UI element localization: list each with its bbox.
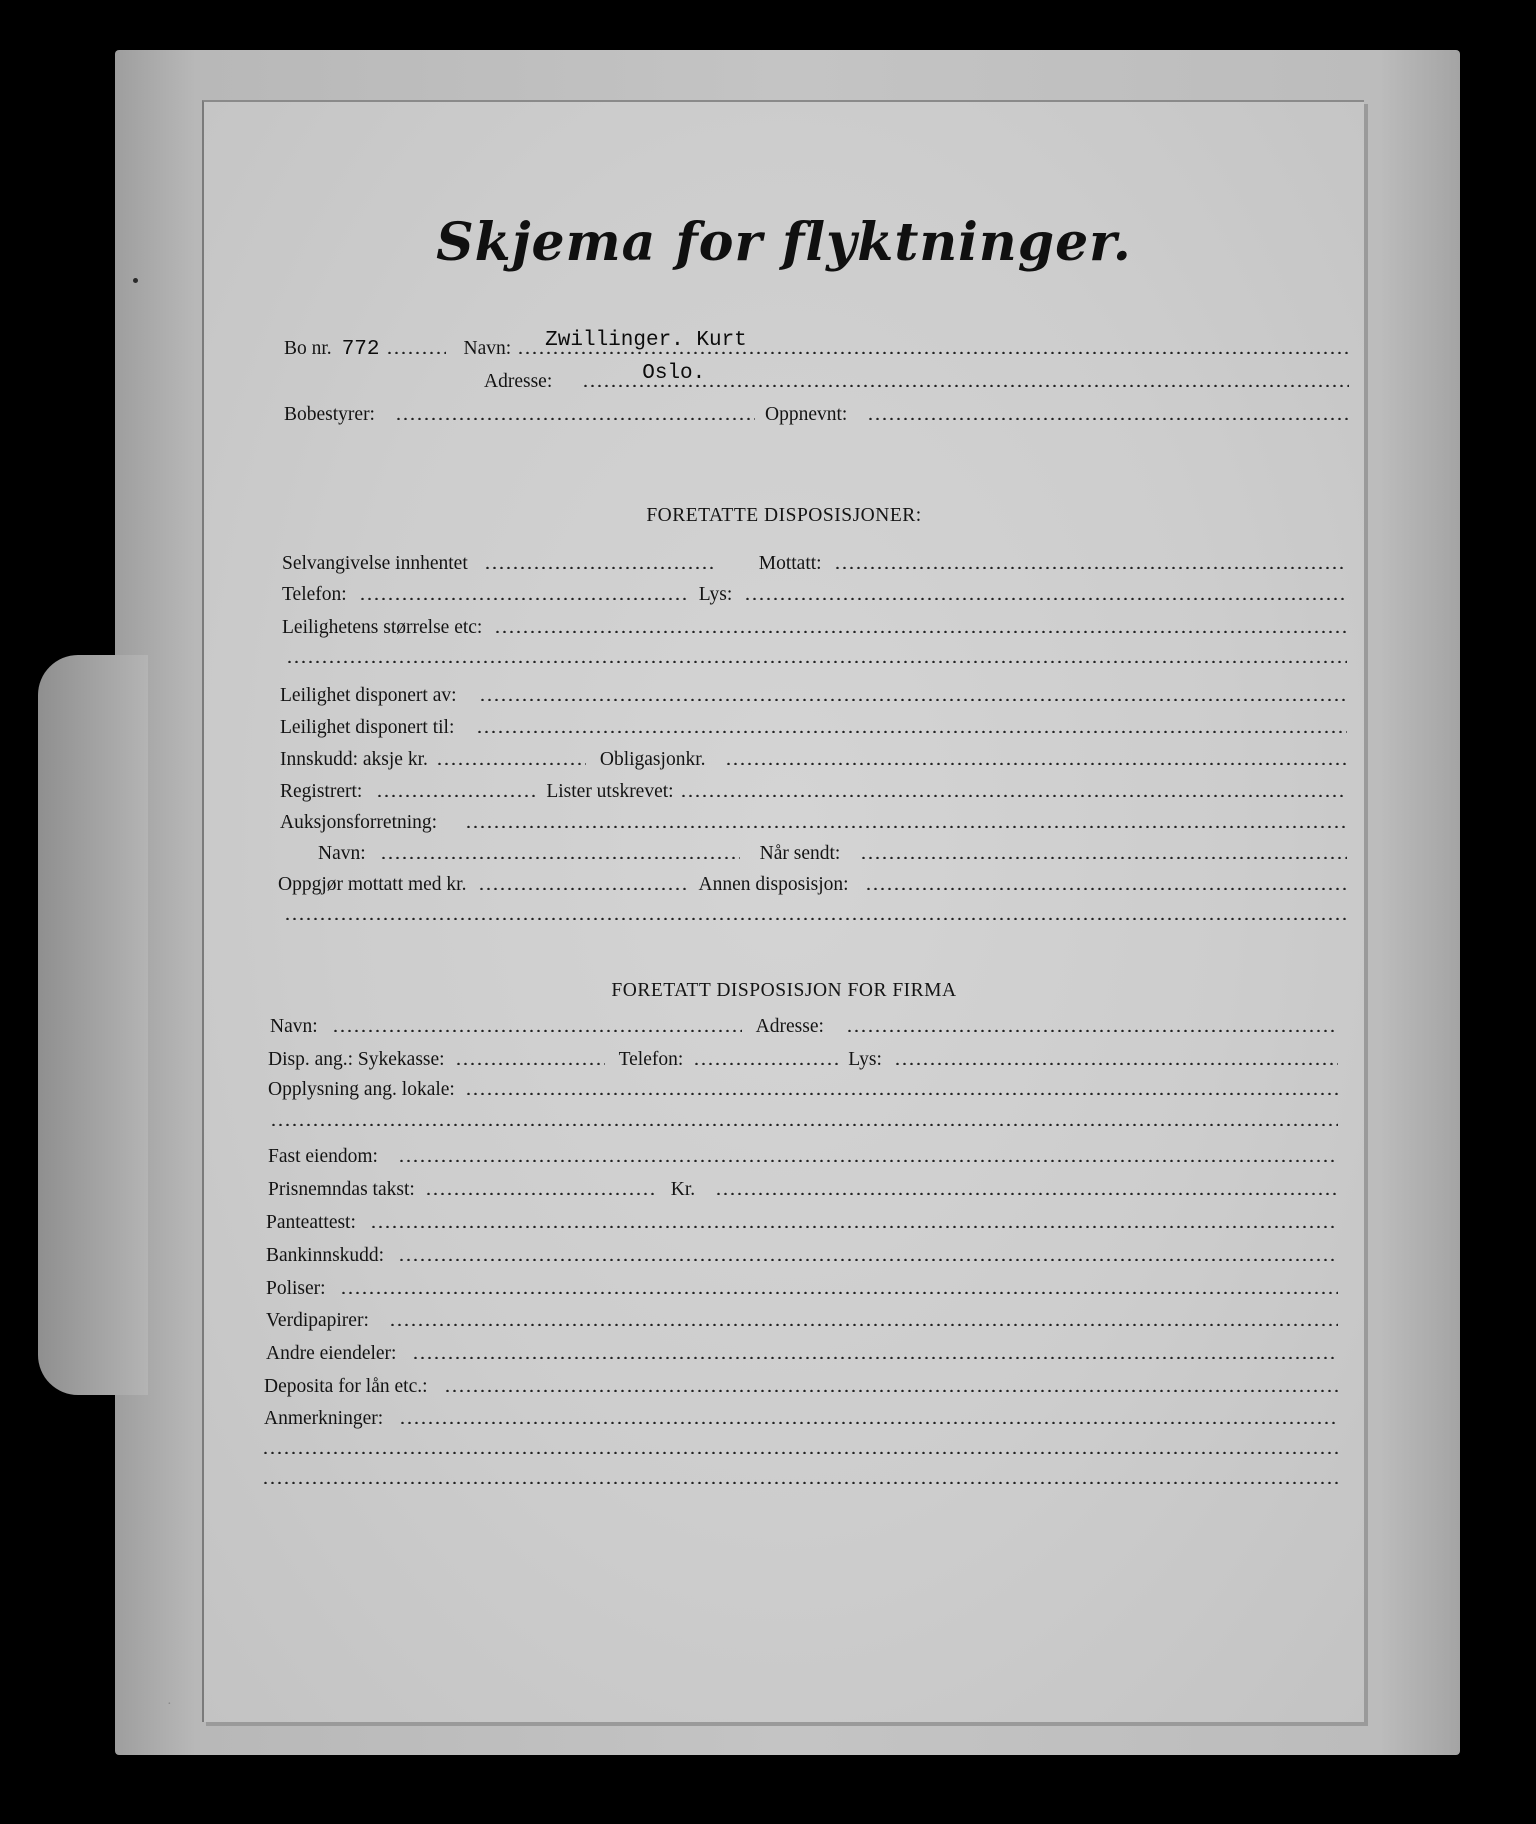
firma-adresse-field[interactable] xyxy=(846,1012,1338,1032)
disponert-av-field[interactable] xyxy=(479,681,1347,701)
adresse-label: Adresse: xyxy=(484,371,553,392)
firma-adresse-label: Adresse: xyxy=(755,1016,824,1037)
row-bo-nr xyxy=(284,329,1349,361)
pin-mark xyxy=(133,278,138,283)
auksjon-label: Auksjonsforretning: xyxy=(280,812,438,833)
firma-navn-label: Navn: xyxy=(270,1016,318,1037)
verdipapirer-field[interactable] xyxy=(389,1306,1338,1326)
leilighetens-label: Leilighetens størrelse etc: xyxy=(282,617,483,638)
prisnemndas-field[interactable] xyxy=(425,1175,655,1195)
row-registrert xyxy=(280,777,1347,803)
section-heading-firma: FORETATT DISPOSISJON FOR FIRMA xyxy=(611,980,957,1001)
firma-telefon-field[interactable] xyxy=(693,1045,838,1065)
row-fast-eiendom xyxy=(268,1142,1338,1168)
telefon-label: Telefon: xyxy=(282,584,347,605)
row-anmerkninger xyxy=(264,1404,1338,1430)
bankinnskudd-field[interactable] xyxy=(398,1241,1338,1261)
annen-field-continued[interactable] xyxy=(284,900,1347,920)
folder-tab xyxy=(38,655,148,1395)
anmerkninger-label: Anmerkninger: xyxy=(264,1408,384,1429)
oppnevnt-label: Oppnevnt: xyxy=(764,404,848,425)
row-poliser xyxy=(266,1274,1338,1300)
row-disponert-til xyxy=(280,713,1347,739)
bankinnskudd-label: Bankinnskudd: xyxy=(266,1245,385,1266)
selvangivelse-field[interactable] xyxy=(484,549,714,569)
row-auksjon-navn xyxy=(318,839,1347,865)
fast-eiendom-field[interactable] xyxy=(398,1142,1338,1162)
form-sheet xyxy=(202,100,1364,1722)
lys-field[interactable] xyxy=(744,580,1347,600)
row-selvangivelse xyxy=(282,549,1347,575)
disponert-av-label: Leilighet disponert av: xyxy=(280,685,457,706)
deposita-label: Deposita for lån etc.: xyxy=(264,1376,428,1397)
row-leilighetens-cont xyxy=(286,643,1347,663)
row-bobestyrer xyxy=(284,400,1349,426)
navn-value: Zwillinger. Kurt xyxy=(545,329,747,352)
annen-label: Annen disposisjon: xyxy=(698,874,849,895)
kr-label: Kr. xyxy=(670,1179,696,1200)
auksjon-navn-label: Navn: xyxy=(318,843,366,864)
firma-lys-field[interactable] xyxy=(894,1045,1338,1065)
disp-label: Disp. ang.: Sykekasse: xyxy=(268,1049,445,1070)
leilighetens-field[interactable] xyxy=(494,613,1347,633)
row-verdipapirer xyxy=(266,1306,1338,1332)
obligasjon-field[interactable] xyxy=(725,745,1347,765)
row-panteattest xyxy=(266,1208,1338,1234)
disponert-til-field[interactable] xyxy=(476,713,1347,733)
anmerkninger-field-continued-1[interactable] xyxy=(262,1434,1338,1454)
sykekasse-field[interactable] xyxy=(455,1045,605,1065)
row-deposita xyxy=(264,1372,1338,1398)
verdipapirer-label: Verdipapirer: xyxy=(266,1310,369,1331)
row-auksjon xyxy=(280,808,1347,834)
telefon-field[interactable] xyxy=(359,580,689,600)
andre-label: Andre eiendeler: xyxy=(266,1343,397,1364)
oppgjor-field[interactable] xyxy=(478,870,688,890)
poliser-field[interactable] xyxy=(340,1274,1338,1294)
navn-label: Navn: xyxy=(463,338,512,359)
andre-field[interactable] xyxy=(412,1339,1338,1359)
mottatt-label: Mottatt: xyxy=(758,553,822,574)
handwritten-mark: · xyxy=(167,1697,172,1712)
lys-label: Lys: xyxy=(698,584,733,605)
bo-nr-field[interactable] xyxy=(386,334,446,354)
panteattest-label: Panteattest: xyxy=(266,1212,356,1233)
selvangivelse-label: Selvangivelse innhentet xyxy=(282,553,468,574)
bo-nr-value: 772 xyxy=(341,338,380,361)
bobestyrer-label: Bobestyrer: xyxy=(284,404,375,425)
row-disp xyxy=(268,1045,1338,1071)
kr-field[interactable] xyxy=(715,1175,1338,1195)
oppnevnt-field[interactable] xyxy=(867,400,1349,420)
form-title: Skjema for flyktninger. xyxy=(436,212,1132,273)
opplysning-field[interactable] xyxy=(465,1075,1338,1095)
auksjon-field[interactable] xyxy=(465,808,1347,828)
bo-nr-label: Bo nr. xyxy=(284,338,332,359)
anmerkninger-field-continued-2[interactable] xyxy=(262,1464,1338,1484)
row-annen-cont xyxy=(284,900,1347,920)
obligasjon-label: Obligasjonkr. xyxy=(599,749,706,770)
oppgjor-label: Oppgjør mottatt med kr. xyxy=(278,874,467,895)
panteattest-field[interactable] xyxy=(370,1208,1338,1228)
opplysning-field-continued[interactable] xyxy=(270,1106,1338,1126)
lister-label: Lister utskrevet: xyxy=(546,781,674,802)
naar-sendt-label: Når sendt: xyxy=(759,843,841,864)
row-telefon xyxy=(282,580,1347,606)
registrert-label: Registrert: xyxy=(280,781,363,802)
poliser-label: Poliser: xyxy=(266,1278,326,1299)
adresse-value: Oslo. xyxy=(642,362,706,385)
prisnemndas-label: Prisnemndas takst: xyxy=(268,1179,415,1200)
mottatt-field[interactable] xyxy=(834,549,1347,569)
innskudd-aksje-field[interactable] xyxy=(436,745,586,765)
row-adresse xyxy=(484,362,1349,393)
row-bankinnskudd xyxy=(266,1241,1338,1267)
row-opplysning xyxy=(268,1075,1338,1101)
section-heading-disposisjoner: FORETATTE DISPOSISJONER: xyxy=(646,505,922,526)
leilighetens-field-continued[interactable] xyxy=(286,643,1347,663)
naar-sendt-field[interactable] xyxy=(860,839,1347,859)
row-leilighetens xyxy=(282,613,1347,639)
disponert-til-label: Leilighet disponert til: xyxy=(280,717,455,738)
firma-telefon-label: Telefon: xyxy=(618,1049,684,1070)
row-andre xyxy=(266,1339,1338,1365)
deposita-field[interactable] xyxy=(444,1372,1338,1392)
row-firma-navn xyxy=(270,1012,1338,1038)
row-oppgjor xyxy=(278,870,1347,896)
row-anmerkninger-cont-1 xyxy=(262,1434,1338,1454)
firma-navn-field[interactable] xyxy=(332,1012,742,1032)
lister-field[interactable] xyxy=(680,777,1347,797)
anmerkninger-field[interactable] xyxy=(399,1404,1338,1424)
row-anmerkninger-cont-2 xyxy=(262,1464,1338,1484)
navn-field[interactable] xyxy=(517,329,1349,354)
row-prisnemndas xyxy=(268,1175,1338,1201)
fast-eiendom-label: Fast eiendom: xyxy=(268,1146,378,1167)
annen-field[interactable] xyxy=(865,870,1347,890)
innskudd-label: Innskudd: aksje kr. xyxy=(280,749,428,770)
auksjon-navn-field[interactable] xyxy=(380,839,740,859)
bobestyrer-field[interactable] xyxy=(395,400,755,420)
row-opplysning-cont xyxy=(270,1106,1338,1126)
row-innskudd xyxy=(280,745,1347,771)
adresse-field[interactable] xyxy=(582,362,1349,387)
registrert-field[interactable] xyxy=(376,777,536,797)
row-disponert-av xyxy=(280,681,1347,707)
opplysning-label: Opplysning ang. lokale: xyxy=(268,1079,455,1100)
firma-lys-label: Lys: xyxy=(848,1049,882,1070)
